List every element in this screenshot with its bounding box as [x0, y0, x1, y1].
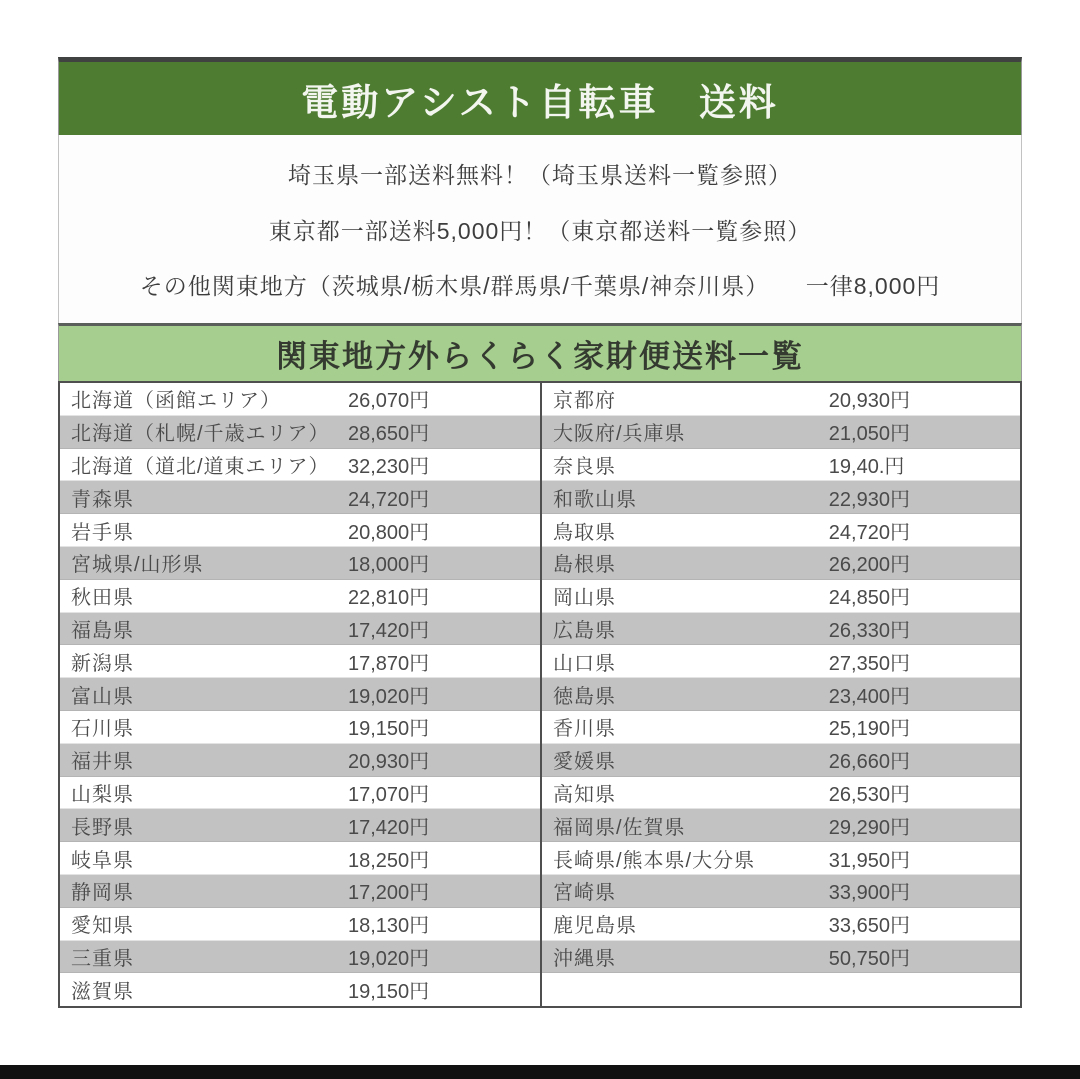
shipping-fee: 26,330円: [828, 619, 910, 642]
table-row: [542, 842, 1020, 875]
shipping-fee: 32,230円: [348, 455, 430, 478]
shipping-fee: 17,420円: [348, 816, 430, 839]
fee-table-right-column: [540, 383, 1020, 1006]
region-name: 山口県: [553, 652, 616, 675]
shipping-fee: 20,930円: [828, 390, 910, 413]
table-row: [542, 777, 1020, 810]
table-row: [542, 645, 1020, 678]
shipping-fee: 21,050円: [828, 423, 910, 446]
table-row: [542, 514, 1020, 547]
shipping-fee: 33,900円: [828, 882, 910, 905]
region-name: 岡山県: [553, 587, 616, 610]
table-row: [60, 744, 540, 777]
table-row: [542, 383, 1020, 416]
region-name: 愛知県: [71, 915, 134, 938]
table-title: 関東地方外らくらく家財便送料一覧: [276, 339, 804, 374]
region-name: 秋田県: [71, 587, 134, 610]
shipping-fee: 26,530円: [828, 783, 910, 806]
shipping-fee: 26,070円: [348, 390, 430, 413]
shipping-fee-table: [58, 381, 1022, 1008]
table-row: [542, 875, 1020, 908]
note-saitama: 埼玉県一部送料無料！（埼玉県送料一覧参照）: [288, 162, 792, 189]
region-name: 香川県: [553, 718, 616, 741]
region-name: 青森県: [71, 488, 134, 511]
region-name: 北海道（札幌/千歳エリア）: [71, 423, 330, 446]
table-row: [542, 449, 1020, 482]
region-name: 福島県: [71, 619, 134, 642]
bottom-black-bar: [0, 1065, 1080, 1079]
region-name: 高知県: [553, 783, 616, 806]
table-row: [60, 777, 540, 810]
region-name: 和歌山県: [553, 488, 637, 511]
table-row: [542, 580, 1020, 613]
region-name: 滋賀県: [71, 981, 134, 1004]
table-header: [58, 323, 1022, 381]
table-row: [542, 481, 1020, 514]
region-name: 宮城県/山形県: [71, 554, 204, 577]
shipping-fee: 29,290円: [828, 816, 910, 839]
shipping-fee: 25,190円: [828, 718, 910, 741]
shipping-fee: 23,400円: [828, 685, 910, 708]
region-name: 徳島県: [553, 685, 616, 708]
table-row: [60, 547, 540, 580]
fee-table-left-column: [60, 383, 540, 1006]
shipping-fee: 19,150円: [348, 718, 430, 741]
shipping-fee: 33,650円: [828, 915, 910, 938]
table-row: [542, 809, 1020, 842]
region-name: 石川県: [71, 718, 134, 741]
shipping-fee: 19,150円: [348, 981, 430, 1004]
table-row: [542, 973, 1020, 1006]
region-name: 京都府: [553, 390, 616, 413]
region-name: 岩手県: [71, 521, 134, 544]
shipping-fee: 19,020円: [348, 947, 430, 970]
note-tokyo: 東京都一部送料5,000円！（東京都送料一覧参照）: [268, 217, 812, 244]
region-name: 愛媛県: [553, 751, 616, 774]
shipping-fee: 20,930円: [348, 751, 430, 774]
table-row: [60, 416, 540, 449]
shipping-fee: 24,720円: [348, 488, 430, 511]
shipping-fee: 26,660円: [828, 751, 910, 774]
region-name: 沖縄県: [553, 947, 616, 970]
table-row: [542, 908, 1020, 941]
table-row: [60, 908, 540, 941]
shipping-fee: 18,000円: [348, 554, 430, 577]
region-name: 山梨県: [71, 783, 134, 806]
shipping-fee: 27,350円: [828, 652, 910, 675]
table-row: [60, 809, 540, 842]
table-row: [60, 514, 540, 547]
region-name: 島根県: [553, 554, 616, 577]
shipping-fee: 18,130円: [348, 915, 430, 938]
region-name: 鹿児島県: [553, 915, 637, 938]
region-name: 北海道（道北/道東エリア）: [71, 455, 330, 478]
shipping-fee: 17,420円: [348, 619, 430, 642]
shipping-fee: 24,720円: [828, 521, 910, 544]
table-row: [60, 941, 540, 974]
shipping-fee: 20,800円: [348, 521, 430, 544]
main-header: [58, 57, 1022, 135]
table-row: [542, 678, 1020, 711]
shipping-fee: 22,810円: [348, 587, 430, 610]
shipping-fee: 17,200円: [348, 882, 430, 905]
region-name: 鳥取県: [553, 521, 616, 544]
table-row: [542, 547, 1020, 580]
region-name: 福井県: [71, 751, 134, 774]
region-name: 大阪府/兵庫県: [553, 423, 686, 446]
shipping-fee: 19,020円: [348, 685, 430, 708]
region-name: 北海道（函館エリア）: [71, 390, 281, 413]
table-row: [542, 416, 1020, 449]
table-row: [60, 875, 540, 908]
table-row: [60, 842, 540, 875]
shipping-notes: [58, 135, 1022, 323]
region-name: 三重県: [71, 947, 134, 970]
region-name: 広島県: [553, 619, 616, 642]
table-row: [542, 941, 1020, 974]
shipping-fee: 28,650円: [348, 423, 430, 446]
shipping-fee: 18,250円: [348, 849, 430, 872]
region-name: 富山県: [71, 685, 134, 708]
table-row: [542, 744, 1020, 777]
note-kanto-other: その他関東地方（茨城県/栃木県/群馬県/千葉県/神奈川県） 一律8,000円: [139, 272, 941, 299]
shipping-fee: 17,870円: [348, 652, 430, 675]
shipping-fee: 17,070円: [348, 783, 430, 806]
shipping-fee: 24,850円: [828, 587, 910, 610]
table-row: [60, 678, 540, 711]
table-row: [60, 973, 540, 1006]
shipping-fee: 19,40.円: [828, 455, 905, 478]
shipping-fee: 26,200円: [828, 554, 910, 577]
table-row: [60, 613, 540, 646]
table-row: [60, 645, 540, 678]
table-row: [542, 711, 1020, 744]
shipping-fee: 31,950円: [828, 849, 910, 872]
table-row: [60, 580, 540, 613]
region-name: 福岡県/佐賀県: [553, 816, 686, 839]
table-row: [542, 613, 1020, 646]
region-name: 奈良県: [553, 455, 616, 478]
shipping-fee: 50,750円: [828, 947, 910, 970]
region-name: 静岡県: [71, 882, 134, 905]
region-name: 長崎県/熊本県/大分県: [553, 849, 756, 872]
notice-content: [58, 57, 1022, 1008]
region-name: 宮崎県: [553, 882, 616, 905]
region-name: 岐阜県: [71, 849, 134, 872]
table-row: [60, 481, 540, 514]
table-row: [60, 711, 540, 744]
region-name: 新潟県: [71, 652, 134, 675]
region-name: 長野県: [71, 816, 134, 839]
table-row: [60, 449, 540, 482]
table-row: [60, 383, 540, 416]
page-title: 電動アシスト自転車 送料: [301, 81, 779, 123]
shipping-fee: 22,930円: [828, 488, 910, 511]
